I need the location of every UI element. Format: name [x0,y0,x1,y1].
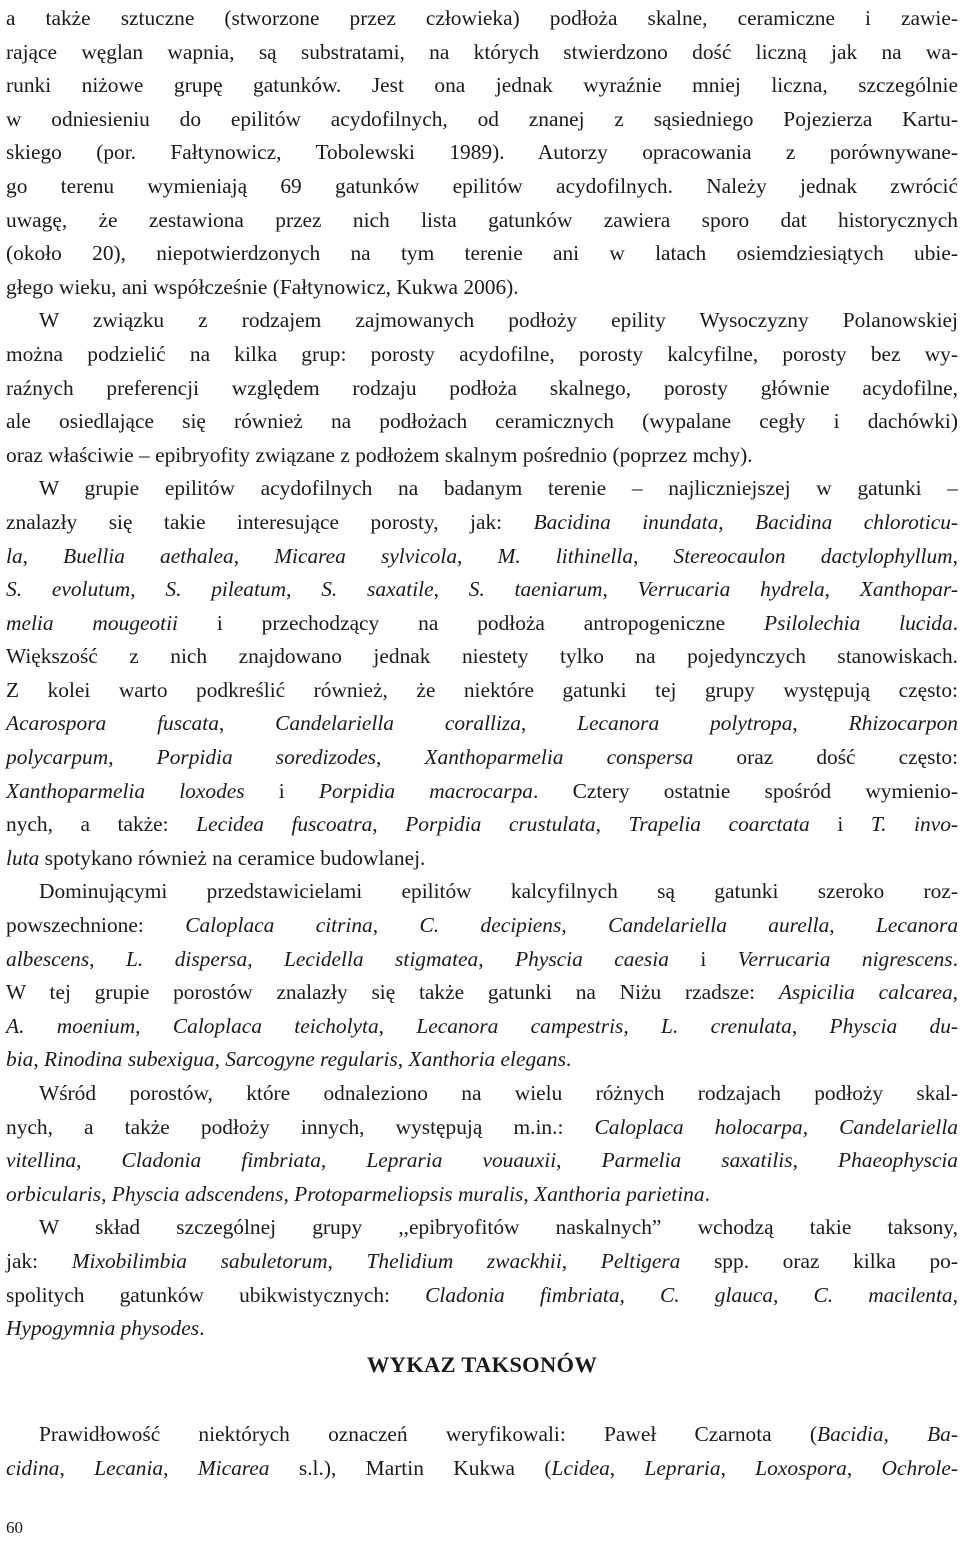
text-run: nych, a także podłoży innych, występują m.in.: [6,1114,595,1139]
text-run: , [397,1047,409,1072]
text-run: W grupie epilitów acydofilnych na badanym terenie – najliczniejszej w gatunki – [39,476,958,501]
text-run: , [556,1148,602,1173]
text-line [6,674,958,708]
text-run: , [718,509,756,534]
text-run: , [286,577,322,602]
taxon-name: Verrucaria hydrela [637,577,825,602]
taxon-name: Rinodina subexigua [44,1047,215,1072]
taxon-name: Lepraria [644,1455,721,1480]
taxon-name: polycarpum [6,745,109,770]
text-line [6,808,958,842]
taxon-name: Parmelia saxatilis [601,1148,793,1173]
taxon-name: Cladonia fimbriata [425,1282,620,1307]
taxon-name: Caloplaca citrina [185,913,373,938]
text-line [6,1211,958,1245]
text-line [6,1452,958,1486]
text-run: znalazły się takie interesujące porosty, jak: [6,509,534,534]
text-run: , [433,577,469,602]
verification-paragraph [6,1418,958,1485]
taxon-name: Lecania [94,1455,164,1480]
taxon-name: Candelariella coralliza [275,711,521,736]
text-run: , [609,1455,645,1480]
text-run: , [163,1455,198,1480]
text-line [6,36,958,70]
section-heading: WYKAZ TAKSONÓW [366,1352,598,1377]
text-run: , [218,711,276,736]
taxon-name: T. invo- [870,812,959,837]
text-run: , [720,1455,756,1480]
text-run: Prawidłowość niektórych oznaczeń weryfikowali: Paweł Czarnota ( [39,1422,817,1446]
taxon-name: Hypogymnia physodes [6,1316,200,1341]
text-run: , [130,577,166,602]
text-run: , [520,711,578,736]
taxon-name: Bacidina chloroticu- [755,509,959,534]
taxon-name: Phaeophyscia [838,1148,959,1173]
text-run: s.l.), Martin Kukwa ( [269,1455,552,1480]
text-line [6,1279,958,1313]
text-run: , [952,543,958,568]
text-run: Wśród porostów, które odnaleziono na wielu różnych rodzajach podłoży skal- [39,1081,958,1105]
taxon-name: Lcidea [551,1455,610,1480]
text-line [6,338,958,372]
text-run: go terenu wymieniają 69 gatunków epilitów acydofilnych. Należy jednak zwrócić [6,173,958,198]
taxon-name: Lepraria vouauxii [366,1148,557,1173]
text-line [6,472,958,506]
text-run: spp. oraz kilka po- [680,1248,959,1273]
text-line [6,943,958,977]
text-run: , [135,1013,173,1038]
text-run: spolitych gatunków ubikwistycznych: [6,1282,426,1307]
taxon-name: S. pileatum [165,577,287,602]
text-run: , [89,946,126,971]
taxon-name: Physcia adscendens [111,1181,284,1206]
text-line [6,607,958,641]
text-run: , [523,1181,535,1206]
text-run: spotykano również na ceramice budowlanej. [39,845,426,870]
text-line [6,304,958,338]
text-line [6,2,958,36]
taxon-name: Bacidia [817,1422,884,1446]
text-run: , [619,1282,661,1307]
text-run: , [33,1047,45,1072]
text-run: , [846,1455,882,1480]
text-run: , [108,745,157,770]
text-run: ale osiedlające się również na podłożach ceramicznych (wypalane cegły i dachówki) [6,409,958,434]
text-run: i [809,812,871,837]
taxon-name: Psilolechia lucida [764,610,953,635]
text-run: , [633,543,674,568]
text-run: W związku z rodzajem zajmowanych podłoży epility Wysoczyzny Polanowskiej [39,308,958,333]
text-line [6,1178,958,1212]
text-run: W skład szczególnej grupy ,,epibryofitów naskalnych” wchodzą takie taksony, [39,1215,958,1240]
text-run: , [561,913,609,938]
text-line [6,1418,958,1452]
text-run: , [829,913,877,938]
text-line [6,1043,958,1077]
text-line [6,372,958,406]
text-run: . [704,1181,710,1206]
taxon-name: Lecidella stigmatea [284,946,479,971]
text-run: Dominującymi przedstawicielami epilitów kalcyfilnych są gatunki szeroko roz- [39,879,958,904]
text-run: , [792,1148,839,1173]
text-run: , [214,1047,226,1072]
text-line [6,136,958,170]
text-run: , [22,543,64,568]
text-line [6,439,958,473]
text-run: , [457,543,498,568]
text-line [6,909,958,943]
text-line [6,506,958,540]
taxon-name: Xanthoparmelia conspersa [424,745,694,770]
taxon-name: Stereocaulon dactylophyllum [673,543,953,568]
taxon-name: Physcia caesia [515,946,669,971]
text-run: głego wieku, ani współcześnie (Fałtynowicz, Kukwa 2006). [6,274,519,299]
taxon-name: Protoparmeliopsis muralis [294,1181,524,1206]
taxon-name: Xanthoria parietina [534,1181,705,1206]
taxon-name: S. evolutum [6,577,131,602]
taxon-name: Porpidia crustulata [405,812,596,837]
text-run: , [372,812,406,837]
taxon-name: Rhizocarpon [848,711,958,736]
text-line [6,69,958,103]
text-line [6,540,958,574]
taxon-name: Xanthopar- [859,577,958,602]
text-run: , [247,946,284,971]
taxon-name: la [6,543,23,568]
taxon-name: Acarospora fuscata [6,711,219,736]
text-run: , [233,543,275,568]
taxon-name: L. crenulata [661,1013,792,1038]
text-run: , [283,1181,295,1206]
taxon-name: Aspicilia calcarea [778,980,953,1005]
text-run: i [244,778,319,803]
taxon-name: melia mougeotii [6,610,178,635]
taxon-name: Mixobilimbia sabuletorum [71,1248,328,1273]
taxon-name: Buellia aethalea [63,543,234,568]
taxon-name: Xanthoparmelia loxodes [6,778,245,803]
text-run: runki niżowe grupę gatunków. Jest ona jednak wyraźnie mniej liczna, szczególnie [6,73,958,98]
taxon-name: cidina [6,1455,60,1480]
taxon-name: bia [6,1047,34,1072]
taxon-name: Thelidium zwackhii [366,1248,562,1273]
text-run: , [952,980,959,1005]
text-run: oraz dość często: [693,745,959,770]
text-run: , [378,1013,417,1038]
taxon-name: C. macilenta [813,1282,953,1307]
text-run: , [773,1282,814,1307]
taxon-name: Candelariella [839,1114,958,1139]
text-line [6,1077,958,1111]
taxon-name: S. taeniarum [468,577,603,602]
text-line [6,640,958,674]
text-line [6,976,958,1010]
taxon-name: Porpidia soredizodes [156,745,377,770]
text-run: , [623,1013,662,1038]
text-run: . [565,1047,572,1072]
taxon-name: C. glauca [660,1282,774,1307]
text-line [6,1245,958,1279]
text-run: , [320,1148,367,1173]
text-run: , [792,711,849,736]
text-run: , [602,577,638,602]
taxon-name: A. moenium [6,1013,136,1038]
text-line [6,741,958,775]
text-line [6,1144,958,1178]
text-run: , [952,1282,958,1307]
text-run: raźnych preferencji względem rodzaju podłoża skalnego, porosty głównie acydofilne, [6,375,958,400]
text-run: jak: [6,1248,72,1273]
taxon-name: Lecanora [876,913,959,938]
text-run: , [478,946,516,971]
text-line [6,1010,958,1044]
text-run: nych, a także: [6,812,197,837]
text-line [6,842,958,876]
taxon-name: Verrucaria nigrescens [737,946,953,971]
taxon-name: Peltigera [600,1248,681,1273]
taxon-name: Caloplaca holocarpa [594,1114,803,1139]
text-run: , [883,1422,928,1446]
taxon-name: Loxospora [755,1455,847,1480]
text-run: , [327,1248,367,1273]
text-run: i [668,946,738,971]
taxon-name: vitellina [6,1148,77,1173]
text-run: , [802,1114,840,1139]
text-run: skiego (por. Fałtynowicz, Tobolewski 1989). Autorzy opracowania z porównywane- [6,140,958,165]
text-line [6,775,958,809]
taxon-name: Caloplaca teicholyta [172,1013,379,1038]
text-run: Większość z nich znajdowano jednak niestety tylko na pojedynczych stanowiskach. [6,644,958,669]
taxon-name: L. dispersa [125,946,248,971]
text-line [6,405,958,439]
taxon-name: Candelariella aurella [608,913,830,938]
taxon-name: Porpidia macrocarpa [318,778,534,803]
text-run: Z kolei warto podkreślić również, że niektóre gatunki tej grupy występują często: [6,677,958,702]
taxon-name: albescens [6,946,90,971]
text-run: uwagę, że zestawiona przez nich lista gatunków zawiera sporo dat historycznych [6,207,958,232]
text-run: . [952,946,958,971]
text-run: , [372,913,420,938]
text-line [6,170,958,204]
taxon-name: Bacidina inundata [533,509,719,534]
text-run: W tej grupie porostów znalazły się także gatunki na Niżu rzadsze: [6,980,779,1005]
taxon-name: C. decipiens [419,913,562,938]
taxon-name: Ba- [927,1422,958,1446]
text-run: , [101,1181,112,1206]
taxon-name: S. saxatile [321,577,434,602]
text-run: (około 20), niepotwierdzonych na tym terenie ani w latach osiemdziesiątych ubie- [6,241,958,266]
taxon-name: Sarcogyne regularis [225,1047,398,1072]
taxon-name: orbicularis [6,1181,102,1206]
taxon-name: M. lithinella [497,543,634,568]
body-text [6,2,958,1346]
text-run: , [561,1248,601,1273]
text-run: i przechodzący na podłoża antropogeniczne [177,610,765,635]
taxon-name: luta [6,845,40,870]
text-run: , [376,745,425,770]
taxon-name: Lecidea fuscoatra [196,812,373,837]
taxon-name: Cladonia fimbriata [121,1148,321,1173]
text-run: w odniesieniu do epilitów acydofilnych, od znanej z sąsiedniego Pojezierza Kartu- [6,106,958,131]
page-number: 60 [6,1518,23,1537]
taxon-name: Lecanora campestris [416,1013,624,1038]
text-line [6,573,958,607]
text-line [6,237,958,271]
text-run: można podzielić na kilka grup: porosty acydofilne, porosty kalcyfilne, porosty bez wy- [6,341,958,366]
text-run: powszechnione: [6,913,186,938]
text-run: . [199,1316,205,1341]
text-run: . Cztery ostatnie spośród wymienio- [533,778,958,803]
text-line [6,1312,958,1346]
text-line [6,875,958,909]
text-line [6,271,958,305]
text-run: rające węglan wapnia, są substratami, na których stwierdzono dość liczną jak na wa- [6,39,958,64]
text-run: , [59,1455,95,1480]
text-run: , [595,812,629,837]
taxon-name: Lecanora polytropa [577,711,793,736]
text-run: , [76,1148,122,1173]
taxon-name: Micarea [197,1455,270,1480]
text-run: , [791,1013,830,1038]
taxon-name: Micarea sylvicola [274,543,458,568]
text-run: oraz właściwie – epibryofity związane z podłożem skalnym pośrednio (poprzez mchy). [6,442,753,467]
taxon-name: Trapelia coarctata [628,812,810,837]
taxon-name: Physcia du- [829,1013,959,1038]
taxon-name: Ochrole- [881,1455,958,1480]
text-line [6,1111,958,1145]
text-run: a także sztuczne (stworzone przez człowieka) podłoża skalne, ceramiczne i zawie- [6,6,958,30]
taxon-name: Xanthoria elegans [408,1047,566,1072]
text-run: . [952,610,958,635]
text-line [6,707,958,741]
text-run: , [824,577,860,602]
text-line [6,204,958,238]
text-line [6,103,958,137]
